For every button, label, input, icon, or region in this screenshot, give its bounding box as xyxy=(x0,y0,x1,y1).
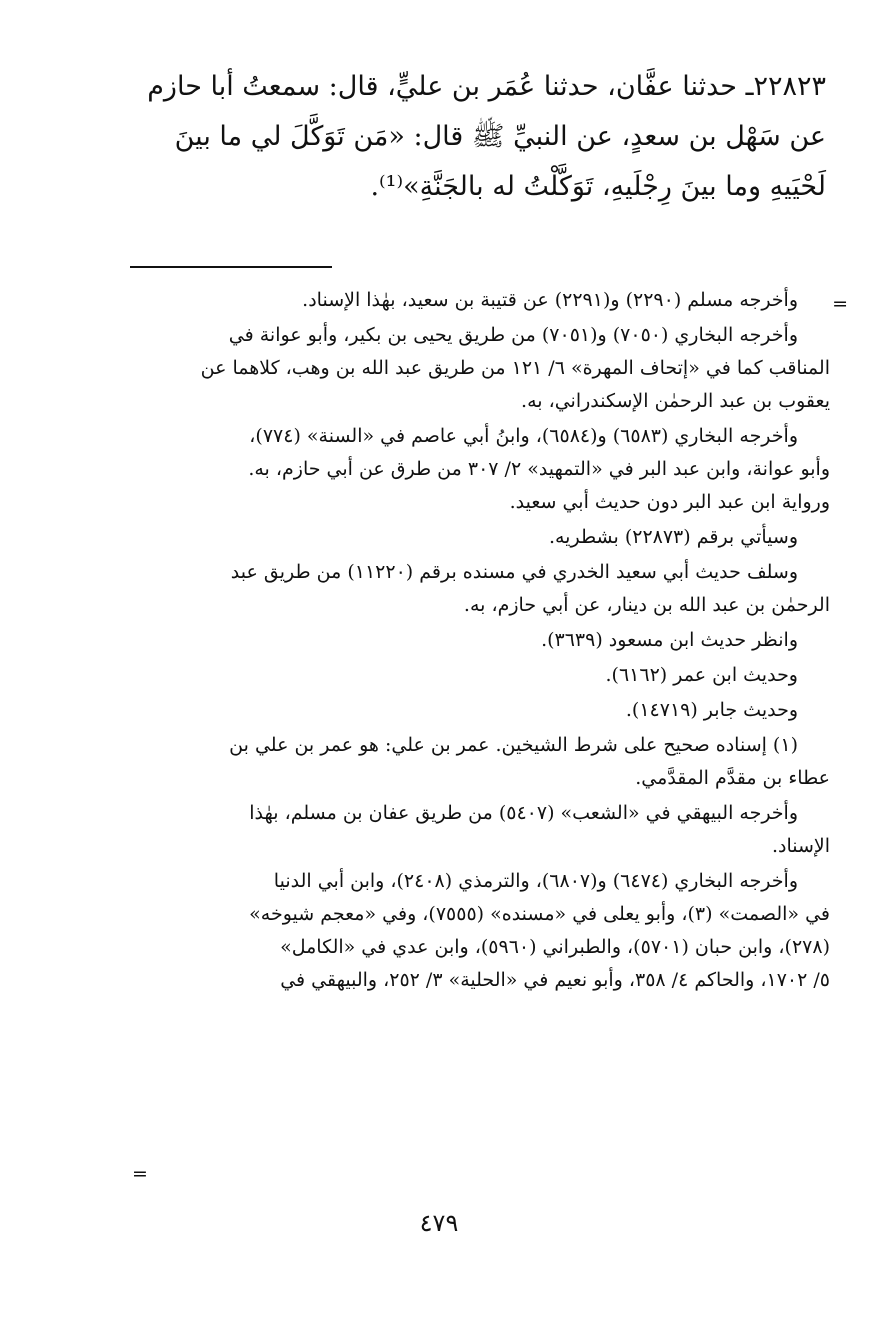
footnote-paragraph xyxy=(108,865,830,997)
footnote-line: المناقب كما في «إتحاف المهرة» ٦/ ١٢١ من طريق عبد الله بن وهب، كلاهما عن xyxy=(200,357,830,379)
footnote-paragraph xyxy=(108,556,830,622)
footnote-line: الإسناد. xyxy=(771,835,830,857)
hadith-line: عن سَهْل بن سعدٍ، عن النبيِّ ﷺ قال: «مَن تَوَكَّلَ لي ما بينَ xyxy=(174,121,826,152)
footnote-paragraph xyxy=(108,521,830,554)
footnote-line: وأخرجه البخاري (٦٤٧٤) و(٦٨٠٧)، والترمذي (٢٤٠٨)، وابن أبي الدنيا xyxy=(273,870,798,892)
footnote-line: وأبو عوانة، وابن عبد البر في «التمهيد» ٢/ ٣٠٧ من طرق عن أبي حازم، به. xyxy=(248,458,830,480)
footnote-paragraph xyxy=(108,694,830,727)
footnote-paragraph xyxy=(108,797,830,863)
footnote-line: (١) إسناده صحيح على شرط الشيخين. عمر بن علي: هو عمر بن علي بن xyxy=(229,734,798,756)
footnote-line: وأخرجه البيهقي في «الشعب» (٥٤٠٧) من طريق عفان بن مسلم، بهٰذا xyxy=(249,802,798,824)
footnotes xyxy=(108,284,830,999)
continuation-mark-end: = xyxy=(132,1163,148,1185)
footnote-paragraph xyxy=(108,319,830,418)
footnote-line: عطاء بن مقدَّم المقدَّمي. xyxy=(635,767,830,789)
footnote-line: وأخرجه مسلم (٢٢٩٠) و(٢٢٩١) عن قتيبة بن سعيد، بهٰذا الإسناد. xyxy=(302,289,798,311)
footnote-line: وحديث جابر (١٤٧١٩). xyxy=(625,699,798,721)
page-number: ٤٧٩ xyxy=(419,1209,459,1237)
footnote-line: وسيأتي برقم (٢٢٨٧٣) بشطريه. xyxy=(548,526,798,548)
footnote-line: وأخرجه البخاري (٧٠٥٠) و(٧٠٥١) من طريق يحيى بن بكير، وأبو عوانة في xyxy=(228,324,798,346)
hadith-line: ٢٢٨٢٣ـ حدثنا عفَّان، حدثنا عُمَر بن عليٍّ، قال: سمعتُ أبا حازم xyxy=(147,71,826,102)
footnote-line: (٢٧٨)، وابن حبان (٥٧٠١)، والطبراني (٥٩٦٠)، وابن عدي في «الكامل» xyxy=(280,936,830,958)
hadith-text xyxy=(126,62,826,212)
footnote-paragraph xyxy=(108,659,830,692)
footnote-line: ورواية ابن عبد البر دون حديث أبي سعيد. xyxy=(509,491,830,513)
footnote-line: في «الصمت» (٣)، وأبو يعلى في «مسنده» (٧٥٥٥)، وفي «معجم شيوخه» xyxy=(249,903,830,925)
footnote-paragraph xyxy=(108,284,830,317)
footnote-paragraph xyxy=(108,420,830,519)
footnote-paragraph xyxy=(108,729,830,795)
footnote-line: الرحمٰن بن عبد الله بن دينار، عن أبي حازم، به. xyxy=(463,594,830,616)
footnote-divider xyxy=(130,266,332,268)
footnote-line: وسلف حديث أبي سعيد الخدري في مسنده برقم (١١٢٢٠) من طريق عبد xyxy=(230,561,798,583)
hadith-line: لَحْيَيهِ وما بينَ رِجْلَيهِ، تَوَكَّلْتُ له بالجَنَّةِ»⁽¹⁾. xyxy=(370,171,826,202)
footnote-line: يعقوب بن عبد الرحمٰن الإسكندراني، به. xyxy=(521,390,830,412)
continuation-mark: = xyxy=(832,293,848,315)
footnote-paragraph xyxy=(108,624,830,657)
footnote-line: وأخرجه البخاري (٦٥٨٣) و(٦٥٨٤)، وابنُ أبي عاصم في «السنة» (٧٧٤)، xyxy=(249,425,798,447)
footnote-line: وحديث ابن عمر (٦١٦٢). xyxy=(605,664,798,686)
footnote-line: ٥/ ١٧٠٢، والحاكم ٤/ ٣٥٨، وأبو نعيم في «الحلية» ٣/ ٢٥٢، والبيهقي في xyxy=(280,969,830,991)
footnote-line: وانظر حديث ابن مسعود (٣٦٣٩). xyxy=(541,629,798,651)
